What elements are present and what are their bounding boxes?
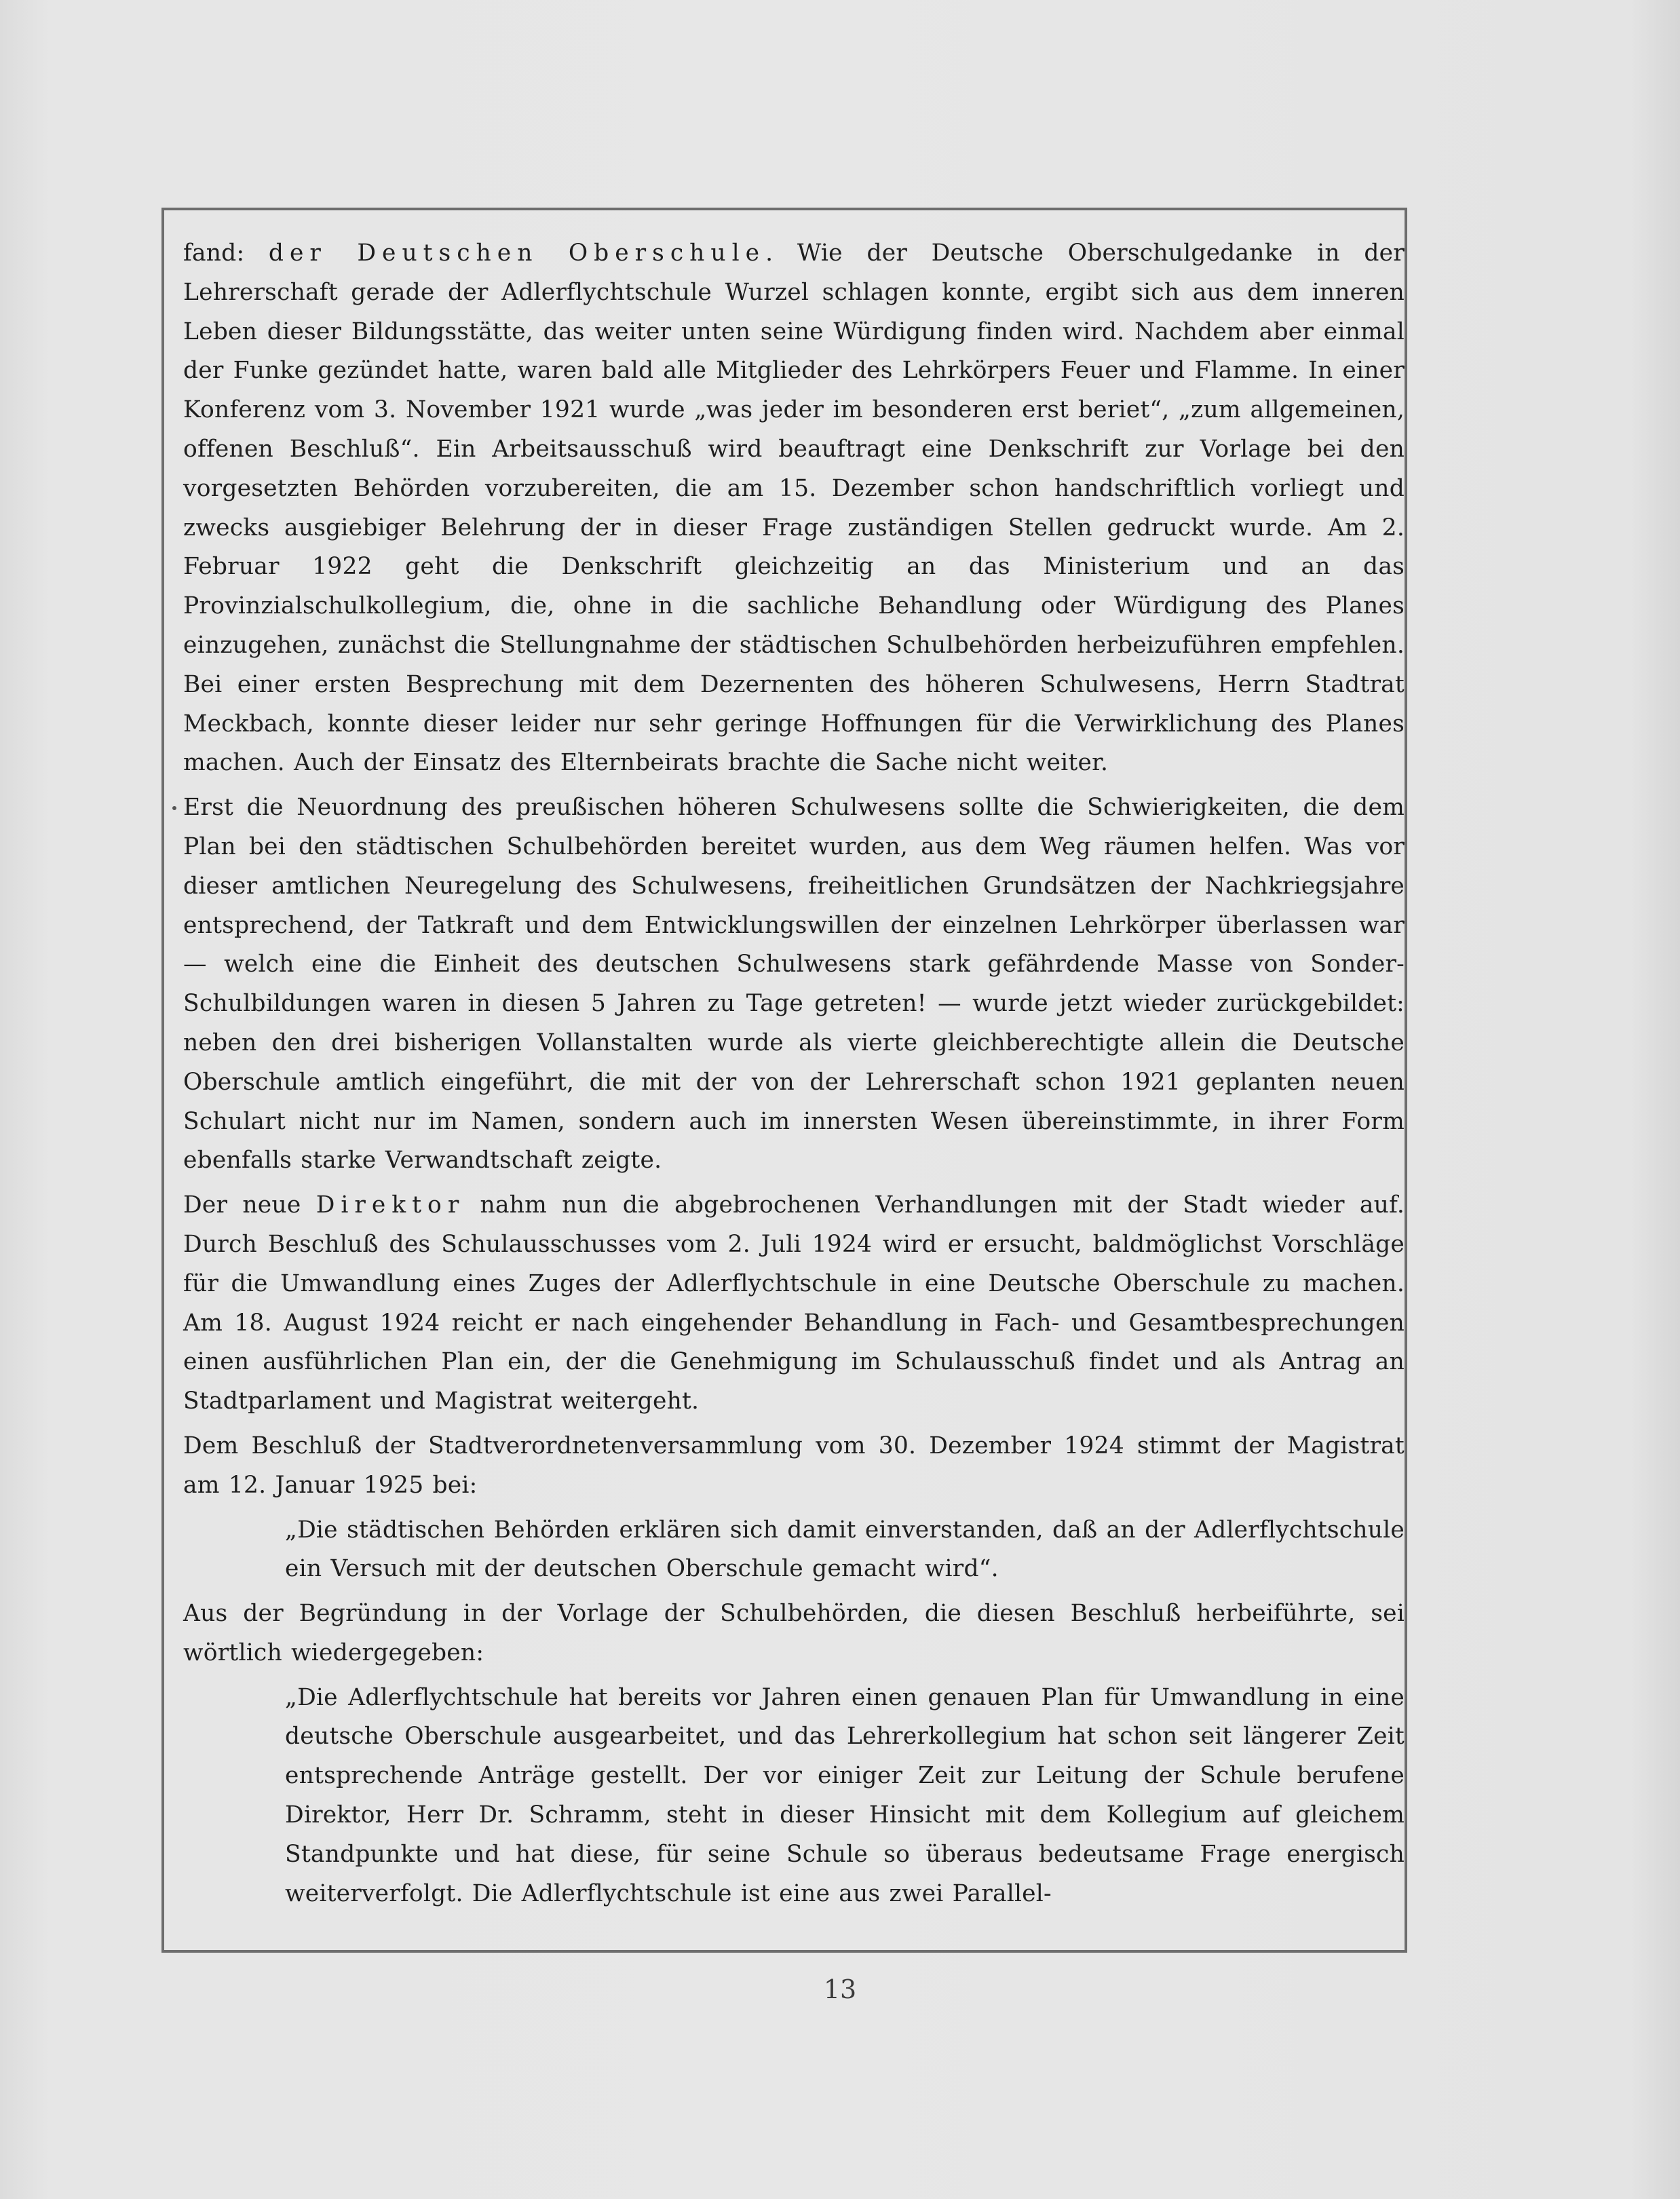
quote-2: „Die Adlerflychtschule hat bereits vor Jahren einen genauen Plan für Umwandlung in eine deutsche Oberschule ausgearbeitet, und das Lehrerkollegium hat schon seit längerer Zeit entsprechende Anträge gestellt. Der vor einiger Zeit zur Leitung der Schule berufene Direktor, Herr Dr. Schramm, steht in dieser Hinsicht mit dem Kollegium auf gleichem Standpunkte und hat diese, für seine Schule so überaus bedeutsame Frage energisch weiterverfolgt. Die Adlerflychtschule ist eine aus zwei Parallel- [285,1683,1405,1907]
paragraph-5: Aus der Begründung in der Vorlage der Schulbehörden, die diesen Beschluß herbeiführte, sei wörtlich wiedergegeben: [183,1600,1405,1666]
quote-1: „Die städtischen Behörden erklären sich damit einverstanden, daß an der Adlerflychtschule ein Versuch mit der deutschen Oberschule gemacht wird“. [285,1516,1405,1583]
page-number: 13 [823,1974,857,2004]
emphasis-direktor: Direktor [316,1191,465,1219]
paragraph-1-text: . Wie der Deutsche Oberschulgedanke in der Lehrerschaft gerade der Adlerflychtschule Wurzel schlagen konnte, ergibt sich aus dem inneren Leben dieser Bildungsstätte, das weiter unten seine Würdigung finden wird. Nachdem aber einmal der Funke gezündet hatte, waren bald alle Mitglieder des Lehrkörpers Feuer und Flamme. In einer Konferenz vom 3. November 1921 wurde „was jeder im besonderen erst beriet“, „zum allgemeinen, offenen Beschluß“. Ein Arbeitsausschuß wird beauftragt eine Denkschrift zur Vorlage bei den vorgesetzten Behörden vorzubereiten, die am 15. Dezember schon handschriftlich vorliegt und zwecks ausgiebiger Belehrung der in dieser Frage zuständigen Stellen gedruckt wurde. Am 2. Februar 1922 geht die Denkschrift gleichzeitig an das Ministerium und an das Provinzialschulkollegium, die, ohne in die sachliche Behandlung oder Würdigung des Planes einzugehen, zunächst die Stellungnahme der städtischen Schulbehörden herbeizuführen empfehlen. Bei einer ersten Besprechung mit dem Dezernenten des höheren Schulwesens, Herrn Stadtrat Meckbach, konnte dieser leider nur sehr geringe Hoffnungen für die Verwirklichung des Planes machen. Auch der Einsatz des Elternbeirats brachte die Sache nicht weiter. [183,240,1405,777]
paragraph-1-lead: fand: [183,240,269,267]
text-body [183,234,1405,1913]
paragraph-1 [183,234,1405,783]
paragraph-4: Dem Beschluß der Stadtverordnetenversammlung vom 30. Dezember 1924 stimmt der Magistrat am 12. Januar 1925 bei: [183,1432,1405,1499]
paragraph-3 [183,1186,1405,1421]
emphasis-deutsche-oberschule: der Deutschen Oberschule [268,240,766,267]
paragraph-3-lead: Der neue [183,1191,316,1219]
paragraph-3-text: nahm nun die abgebrochenen Verhandlungen mit der Stadt wieder auf. Durch Beschluß des Schulausschusses vom 2. Juli 1924 wird er ersucht, baldmöglichst Vorschläge für die Umwandlung eines Zuges der Adlerflychtschule in eine Deutsche Oberschule zu machen. Am 18. August 1924 reicht er nach eingehender Behandlung in Fach- und Gesamtbesprechungen einen ausführlichen Plan ein, der die Genehmigung im Schulausschuß findet und als Antrag an Stadtparlament und Magistrat weitergeht. [183,1191,1405,1415]
stray-ink-dot [172,806,176,810]
paragraph-2: Erst die Neuordnung des preußischen höheren Schulwesens sollte die Schwierigkeiten, die dem Plan bei den städtischen Schulbehörden bereitet wurden, aus dem Weg räumen helfen. Was vor dieser amtlichen Neuregelung des Schulwesens, freiheitlichen Grundsätzen der Nachkriegsjahre entsprechend, der Tatkraft und dem Entwicklungswillen der einzelnen Lehrkörper überlassen war — welch eine die Einheit des deutschen Schulwesens stark gefährdende Masse von Sonder-Schulbildungen waren in diesen 5 Jahren zu Tage getreten! — wurde jetzt wieder zurückgebildet: neben den drei bisherigen Vollanstalten wurde als vierte gleichberechtigte allein die Deutsche Oberschule amtlich eingeführt, die mit der von der Lehrerschaft schon 1921 geplanten neuen Schulart nicht nur im Namen, sondern auch im innersten Wesen übereinstimmte, in ihrer Form ebenfalls starke Verwandtschaft zeigte. [183,794,1405,1174]
